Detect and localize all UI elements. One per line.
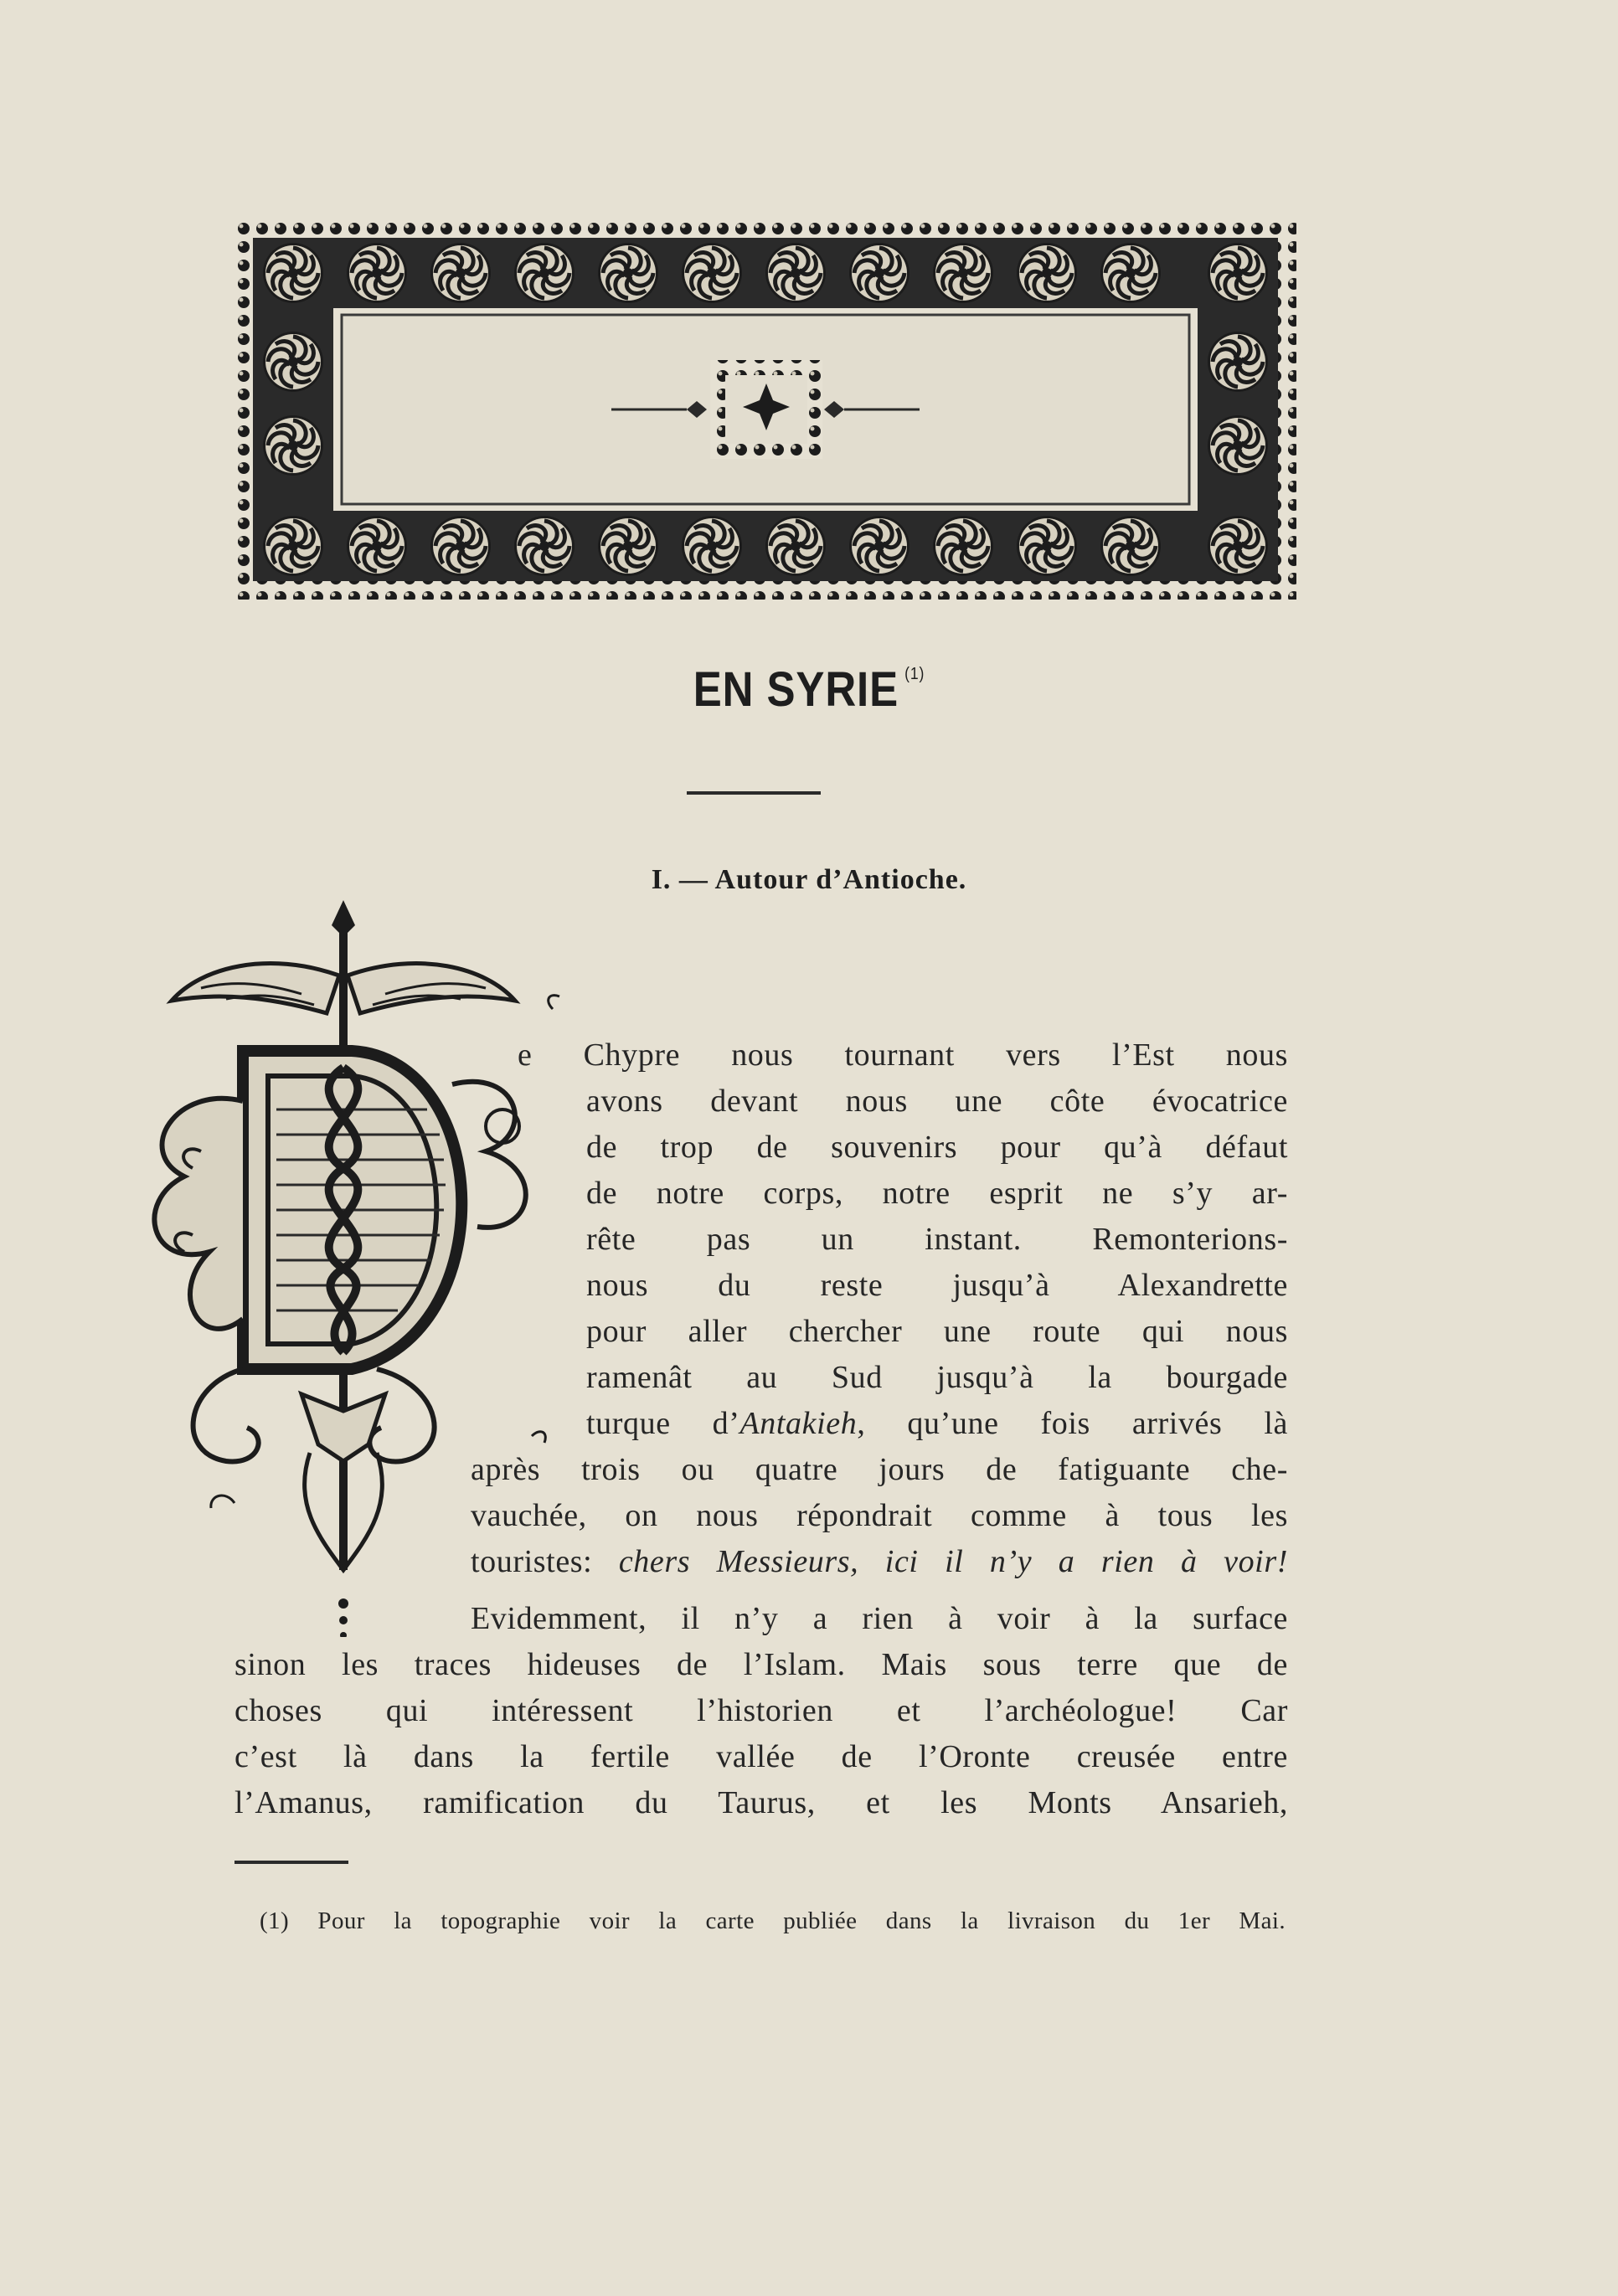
- text-line: Evidemment, il n’y a rien à voir à la surface: [471, 1601, 1288, 1636]
- text-line: l’Amanus, ramification du Taurus, et les Monts Ansarieh,: [234, 1785, 1288, 1820]
- footnote-divider: [234, 1861, 348, 1864]
- section-heading: I. — Autour d’Antioche.: [651, 864, 967, 895]
- text-line: choses qui intéressent l’historien et l’archéologue! Car: [234, 1693, 1288, 1728]
- article-title: EN SYRIE $^{(1)}$: [693, 662, 925, 717]
- text-line: après trois ou quatre jours de fatiguante che-: [471, 1452, 1288, 1487]
- text-line: e Chypre nous tournant vers l’Est nous: [518, 1037, 1288, 1073]
- ornamental-header-banner: [234, 219, 1296, 600]
- italic-phrase: chers Messieurs, ici il n’y a rien à voir!: [618, 1544, 1288, 1579]
- text-line: ramenât au Sud jusqu’à la bourgade: [586, 1360, 1288, 1395]
- text-line: rête pas un instant. Remonterions-: [586, 1222, 1288, 1257]
- text-line: de trop de souvenirs pour qu’à défaut: [586, 1130, 1288, 1165]
- text-line: avons devant nous une côte évocatrice: [586, 1084, 1288, 1119]
- text-line: sinon les traces hideuses de l’Islam. Mais sous terre que de: [234, 1647, 1288, 1682]
- italic-phrase: Antakieh: [739, 1406, 858, 1441]
- footnote: (1) Pour la topographie voir la carte publiée dans la livraison du 1er Mai.: [260, 1907, 1286, 1934]
- text-line: de notre corps, notre esprit ne s’y ar-: [586, 1176, 1288, 1211]
- text-line: c’est là dans la fertile vallée de l’Oronte creusée entre: [234, 1739, 1288, 1774]
- text-line: nous du reste jusqu’à Alexandrette: [586, 1268, 1288, 1303]
- text-line: turque d’Antakieh, qu’une fois arrivés là: [586, 1406, 1288, 1441]
- footnote-ref: (1): [904, 665, 925, 683]
- text-line: pour aller chercher une route qui nous: [586, 1314, 1288, 1349]
- title-divider: [687, 791, 821, 795]
- text-line: touristes: chers Messieurs, ici il n’y a rien à voir!: [471, 1544, 1288, 1579]
- text-line: vauchée, on nous répondrait comme à tous les: [471, 1498, 1288, 1533]
